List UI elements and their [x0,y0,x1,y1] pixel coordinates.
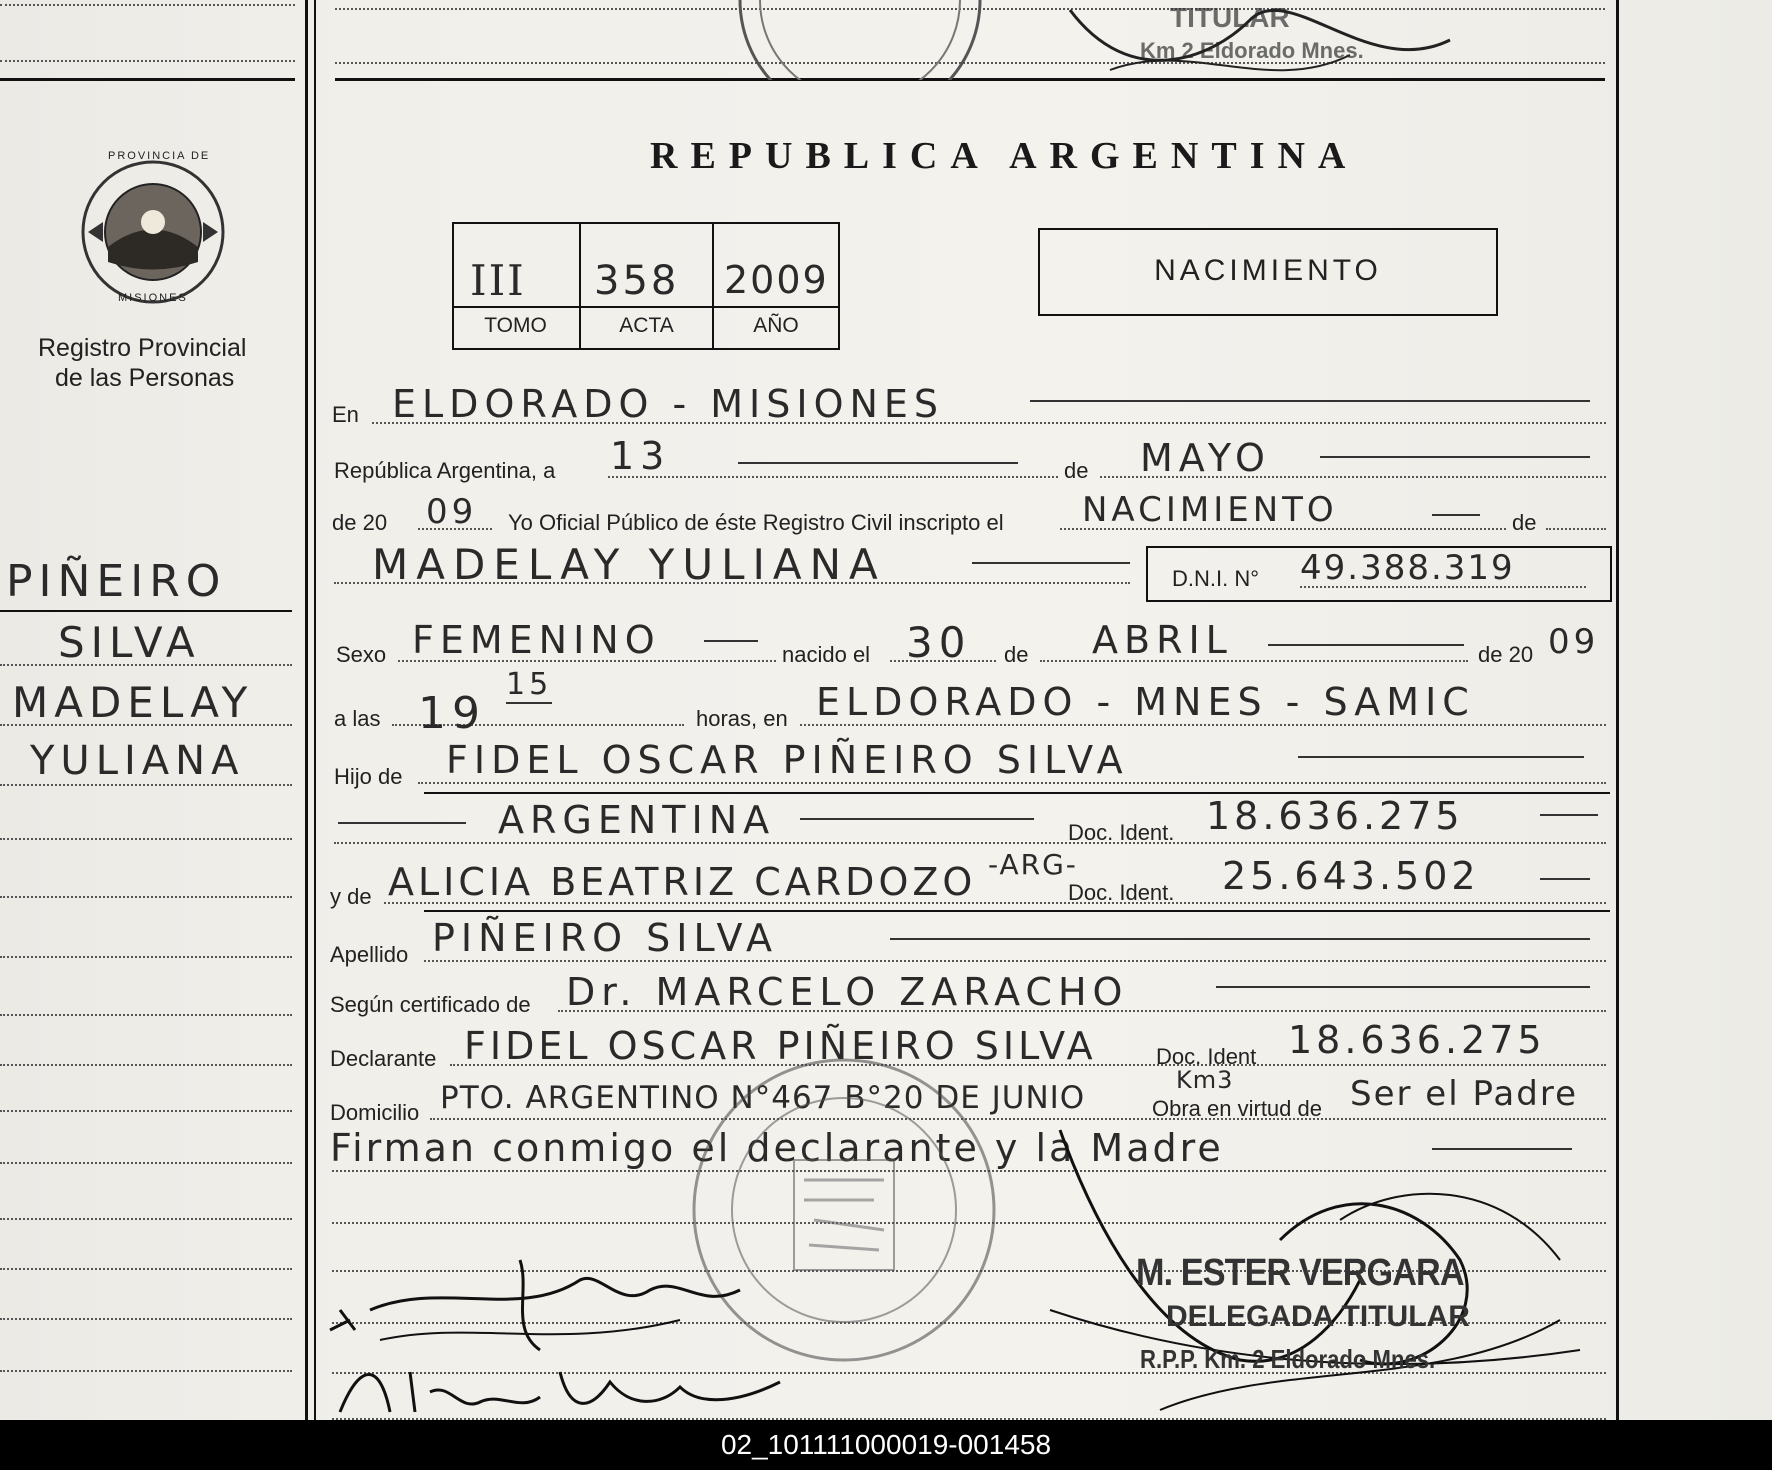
domicilio-value: PTO. ARGENTINO N°467 B°20 DE JUNIO [440,1080,1086,1116]
margin-note-name2: YULIANA [30,738,245,784]
dotted-line [0,1318,292,1320]
document-title: REPUBLICA ARGENTINA [650,135,1359,177]
tomo-value: III [470,256,526,305]
column-divider [305,0,308,1420]
declarant-signature [320,1250,760,1360]
dotted-line [0,4,295,6]
registry-name-line1: Registro Provincial [38,334,247,362]
mother-doc: 25.643.502 [1222,854,1480,898]
oficial-text: Yo Oficial Público de éste Registro Civil inscripto el [508,510,1004,535]
declarante-label: Declarante [330,1046,437,1071]
stamp-top-role: TITULAR [1170,2,1290,33]
province-seal-icon [78,152,228,312]
birth-day: 30 [906,618,972,667]
fill-dash [1030,400,1590,402]
parent-underline [424,910,1610,912]
fill-dash [1320,456,1590,458]
minute-value: 15 [506,667,553,702]
certificado-label: Según certificado de [330,992,531,1017]
record-box-divider [452,306,838,308]
hijo-label: Hijo de [334,764,403,789]
apellido-label: Apellido [330,942,409,967]
father-value: FIDEL OSCAR PIÑEIRO SILVA [446,738,1129,782]
seal-text-top: PROVINCIA DE [108,150,211,162]
dotted-line [0,784,292,786]
stamp-top-office: Km 2 Eldorado Mnes. [1140,38,1364,63]
certificado-value: Dr. MARCELO ZARACHO [566,970,1129,1014]
footer-code: 02_101111000019-001458 [0,1420,1772,1470]
alas-label: a las [334,706,381,731]
dotted-line [0,1268,292,1270]
dotted-line [0,838,292,840]
declarante-value: FIDEL OSCAR PIÑEIRO SILVA [464,1024,1097,1068]
dotted-line [608,476,1058,478]
firman-value: Firman conmigo el declarante y la Madre [330,1126,1224,1170]
anio-label: AÑO [753,314,799,337]
acta-value: 358 [594,258,680,304]
yde-label: y de [330,884,372,909]
dotted-line [1546,528,1606,530]
fill-dash [1216,986,1590,988]
day-value: 13 [610,434,671,478]
fill-dash [800,818,1034,820]
obra-value: Ser el Padre [1350,1074,1578,1114]
anio-value: 2009 [724,258,829,302]
name-value: MADELAY YULIANA [372,540,886,589]
official-name-stamp: M. ESTER VERGARA [1136,1252,1464,1294]
mother-signature [320,1352,800,1420]
fill-dash [1268,644,1464,646]
doc-ident-label: Doc. Ident. [1068,820,1175,845]
obra-label: Obra en virtud de [1152,1096,1322,1121]
column-divider [314,0,316,1420]
fill-dash [1540,878,1590,880]
margin-separator [0,610,292,612]
republica-label: República Argentina, a [334,458,556,483]
dotted-line [0,60,295,62]
en-label: En [332,402,359,427]
record-separator [0,78,295,81]
dotted-line [0,1370,292,1372]
dotted-line [0,1064,292,1066]
nacido-label: nacido el [782,642,871,667]
birth-year: 09 [1548,622,1600,662]
doc-ident-label-2: Doc. Ident. [1068,880,1175,905]
dotted-line [0,896,292,898]
year-value: 09 [426,492,478,532]
domicilio-note: Km3 [1176,1066,1234,1094]
declarante-doc: 18.636.275 [1288,1018,1546,1062]
fill-dash [704,640,758,642]
dotted-line [0,956,292,958]
domicilio-label: Domicilio [330,1100,420,1125]
tomo-label: TOMO [484,314,547,337]
horas-label: horas, en [696,706,788,731]
fill-dash [338,822,466,824]
en-value: ELDORADO - MISIONES [392,382,945,426]
doc-ident-label-3: Doc. Ident [1156,1044,1257,1069]
father-nationality: ARGENTINA [498,798,776,842]
seal-text-bottom: MISIONES [118,292,188,304]
dotted-line [418,782,1606,784]
dotted-line [0,724,292,726]
fill-dash [890,938,1590,940]
margin-note-surname1: PIÑEIRO [6,556,227,607]
mother-suffix: -ARG- [988,848,1078,881]
birth-month: ABRIL [1092,618,1233,662]
fill-dash [1540,814,1598,816]
dni-value: 49.388.319 [1300,548,1515,588]
inscribed-value: NACIMIENTO [1082,490,1338,530]
hour-value: 19 [418,688,486,739]
margin-note-surname2: SILVA [58,618,201,667]
father-doc: 18.636.275 [1206,794,1464,838]
sexo-label: Sexo [336,642,387,667]
dotted-line [0,664,292,666]
official-role-stamp: DELEGADA TITULAR [1166,1300,1470,1333]
year-prefix: de 20 [332,510,388,535]
fill-dash [1298,756,1584,758]
fill-dash [972,562,1130,564]
dotted-line [334,842,1606,844]
fill-dash [738,462,1018,464]
place-value: ELDORADO - MNES - SAMIC [816,680,1475,724]
de20-label: de 20 [1478,642,1534,667]
dotted-line [0,1110,292,1112]
de-label: de [1064,458,1089,483]
stamp-fragment-top [720,0,1000,80]
margin-note-name1: MADELAY [12,678,254,727]
dotted-line [0,1218,292,1220]
right-border [1616,0,1619,1420]
signature-top [1050,0,1470,90]
certificate-type: NACIMIENTO [1154,254,1382,287]
registry-name-line2: de las Personas [55,364,235,392]
acta-label: ACTA [619,314,674,337]
mother-value: ALICIA BEATRIZ CARDOZO [388,860,977,904]
dotted-line [800,724,1606,726]
fill-dash [1432,514,1480,516]
dotted-line [424,960,1606,962]
official-office-stamp: R.P.P. Km. 2 Eldorado Mnes. [1140,1344,1436,1374]
dni-label: D.N.I. N° [1172,566,1260,591]
apellido-value: PIÑEIRO SILVA [432,916,779,960]
sexo-value: FEMENINO [412,618,661,662]
dotted-line [0,1162,292,1164]
de-label-2: de [1512,510,1537,535]
de-label-3: de [1004,642,1029,667]
dotted-line [0,1014,292,1016]
month-value: MAYO [1140,436,1271,480]
